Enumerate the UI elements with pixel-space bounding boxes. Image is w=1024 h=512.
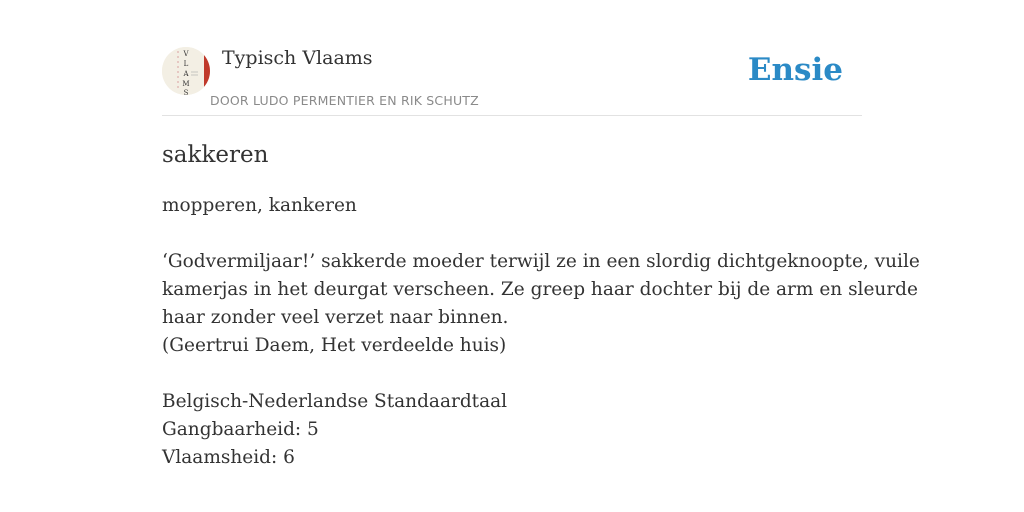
book-title[interactable]: Typisch Vlaams: [222, 47, 373, 69]
cover-letter: M: [182, 80, 190, 88]
header: [162, 0, 862, 116]
book-cover-image: [162, 47, 210, 95]
cover-letter: S: [183, 89, 189, 95]
entry-example: [162, 248, 920, 360]
book-cover-avatar[interactable]: [162, 47, 210, 95]
ensie-logo-link[interactable]: Ensie: [747, 52, 843, 88]
example-line: kamerjas in het deurgat verscheen. Ze greep haar dochter bij de arm en sleurde: [162, 279, 918, 300]
cover-letter: V: [183, 50, 189, 58]
example-line: haar zonder veel verzet naar binnen.: [162, 307, 509, 328]
entry-definition: mopperen, kankeren: [162, 195, 357, 216]
cover-letter: L: [183, 60, 189, 68]
gangbaarheid-label: Gangbaarheid: 5: [162, 419, 319, 440]
cover-letter: A: [183, 70, 189, 78]
example-line: ‘Godvermiljaar!’ sakkerde moeder terwijl ze in een slordig dichtgeknoopte, vuile: [162, 251, 920, 272]
example-source: (Geertrui Daem, Het verdeelde huis): [162, 335, 507, 356]
book-authors: DOOR LUDO PERMENTIER EN RIK SCHUTZ: [210, 93, 479, 108]
page-container: [162, 0, 920, 512]
entry-term: sakkeren: [162, 142, 269, 168]
vlaamsheid-label: Vlaamsheid: 6: [162, 447, 295, 468]
register-label: Belgisch-Nederlandse Standaardtaal: [162, 391, 508, 412]
entry-meta: [162, 388, 862, 472]
